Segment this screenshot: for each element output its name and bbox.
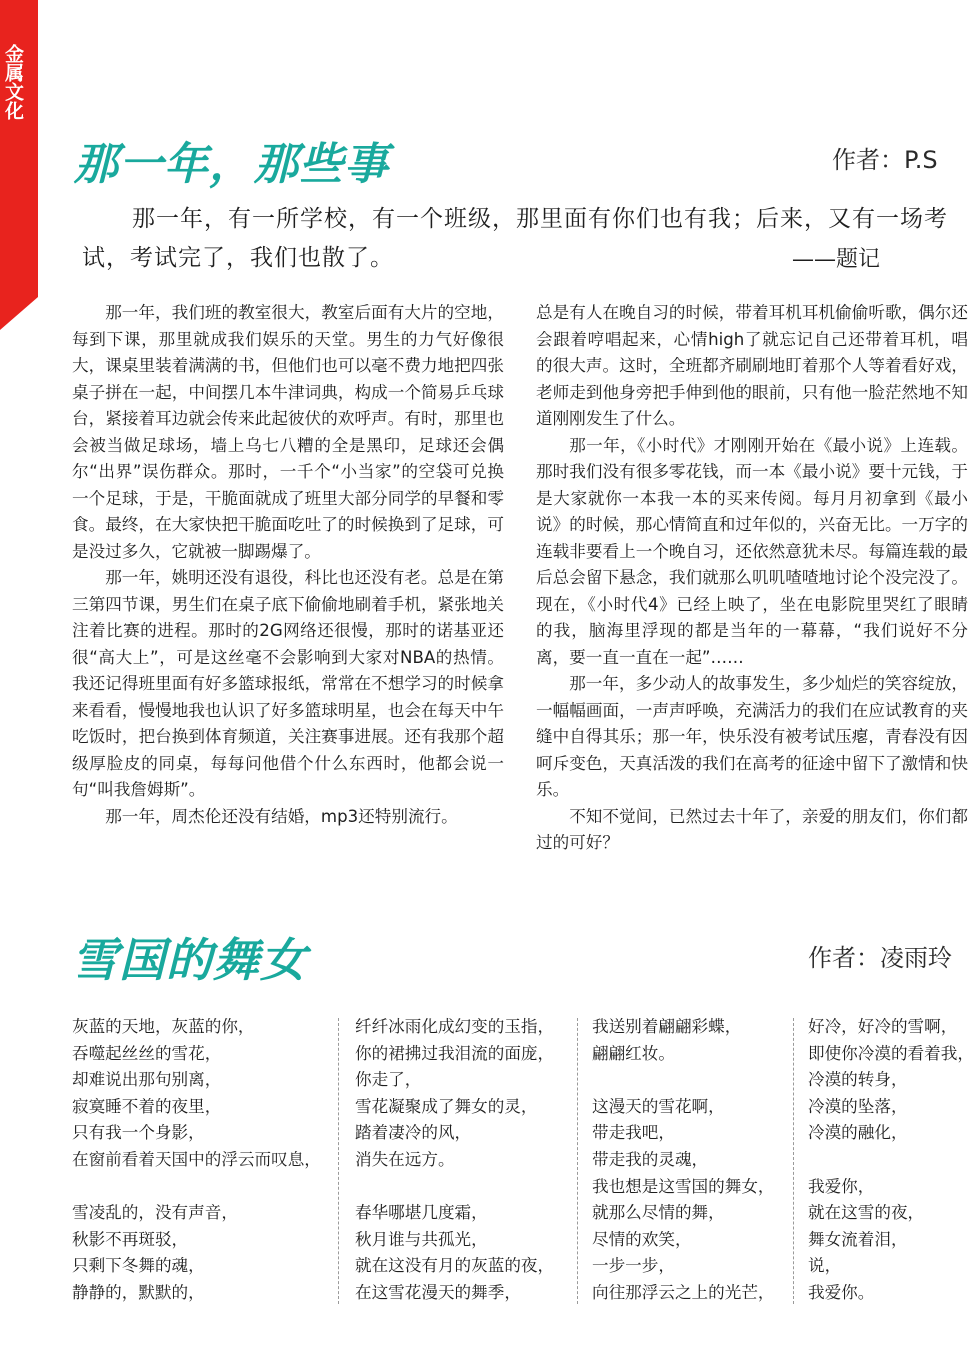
poem-line: 我也想是这雪国的舞女，: [592, 1176, 775, 1196]
poem-line: 静静的，默默的，: [72, 1282, 205, 1302]
poem-line: 雪凌乱的，没有声音，: [72, 1203, 238, 1223]
paragraph: 那一年，《小时代》才刚刚开始在《最小说》上连载。那时我们没有很多零花钱，而一本《最小说》要十元钱，于是大家就你一本我一本的买来传阅。每月月初拿到《最小说》的时候，那心情简直和过年似的，兴奋无比。一万字的连载非要看上一个晚自习，还依然意犹未尽。每篇连载的最后总会留下悬念，我们就那么叽叽喳喳地讨论个没完没了。现在，《小时代4》已经上映了，坐在电影院里哭红了眼睛的我，脑海里浮现的都是当年的一幕幕，“我们说好不分离，要一直一直在一起”……: [536, 435, 968, 667]
poem-stanza: [72, 1014, 321, 1174]
poem-line: 即使你冷漠的看着我，: [808, 1043, 974, 1063]
poem-line: 踏着凄冷的风，: [355, 1123, 472, 1143]
poem-line: 消失在远方。: [355, 1149, 455, 1169]
poem-line: 寂寞睡不着的夜里，: [72, 1096, 222, 1116]
poem-line: 在这雪花漫天的舞季，: [355, 1282, 521, 1302]
poem-line: 带走我吧，: [592, 1123, 675, 1143]
poem-line: 却难说出那句别离，: [72, 1070, 222, 1090]
poem-column: [592, 1014, 775, 1333]
poem-author: 作者：凌雨玲: [808, 944, 952, 972]
poem-stanza: [592, 1014, 775, 1067]
poem-line: 在窗前看着天国中的浮云而叹息，: [72, 1149, 321, 1169]
poem-line: 雪花凝聚成了舞女的灵，: [355, 1096, 538, 1116]
poem-line: 说，: [808, 1256, 842, 1276]
poem-line: 纤纤冰雨化成幻变的玉指，: [355, 1017, 555, 1036]
epigraph: 那一年，有一所学校，有一个班级，那里面有你们也有我；后来，又有一场考试，考试完了，我们也散了。: [82, 206, 948, 271]
column-divider: [577, 1018, 578, 1304]
poem-stanza: [72, 1200, 321, 1306]
poem-line: 冷漠的融化，: [808, 1123, 908, 1143]
epigraph-signature: ——题记: [792, 247, 881, 272]
paragraph: 那一年，多少动人的故事发生，多少灿烂的笑容绽放，一幅幅画面，一声声呼唤，充满活力的我们在应试教育的夹缝中自得其乐；那一年，快乐没有被考试压瘪，青春没有因呵斥变色，天真活泼的我们在高考的征途中留下了激情和快乐。: [536, 674, 968, 799]
poem-stanza: [355, 1014, 554, 1174]
poem-line: 舞女流着泪，: [808, 1229, 908, 1249]
poem-column: [808, 1014, 974, 1333]
poem-line: 好冷，好冷的雪啊，: [808, 1017, 958, 1036]
poem-line: 你的裙拂过我泪流的面庞，: [355, 1043, 555, 1063]
poem-line: 我送别着翩翩彩蝶，: [592, 1017, 742, 1036]
article-column-left: [72, 300, 504, 830]
poem-line: 就在这雪的夜，: [808, 1203, 925, 1223]
poem-stanza: [355, 1200, 554, 1306]
article-title: 那一年，那些事: [74, 139, 389, 190]
poem-line: 你走了，: [355, 1070, 422, 1090]
article-author: 作者：P.S: [832, 146, 938, 174]
paragraph: 不知不觉间，已然过去十年了，亲爱的朋友们，你们都过的可好？: [536, 806, 968, 852]
poem-line: 一步一步，: [592, 1256, 675, 1276]
poem-column: [72, 1014, 321, 1333]
section-tab-label: 金属文化: [2, 44, 24, 120]
column-divider: [338, 1018, 339, 1304]
poem-column: [355, 1014, 554, 1333]
poem-stanza: [592, 1094, 775, 1307]
poem-line: 秋影不再斑驳，: [72, 1229, 189, 1249]
poem-line: 我爱你。: [808, 1282, 875, 1302]
poem-line: 尽情的欢笑，: [592, 1229, 692, 1249]
paragraph: 那一年，周杰伦还没有结婚，mp3还特别流行。: [105, 806, 458, 826]
poem-line: 灰蓝的天地，灰蓝的你，: [72, 1017, 255, 1036]
poem-title: 雪国的舞女: [72, 933, 307, 987]
poem-line: 冷漠的转身，: [808, 1070, 908, 1090]
paragraph: 那一年，姚明还没有退役，科比也还没有老。总是在第三第四节课，男生们在桌子底下偷偷地刷着手机，紧张地关注着比赛的进程。那时的2G网络还很慢，那时的诺基亚还很“高大上”，可是这丝毫不会影响到大家对NBA的热情。我还记得班里面有好多篮球报纸，常常在不想学习的时候拿来看看，慢慢地我也认识了好多篮球明星，也会在每天中午吃饭时，把台换到体育频道，关注赛事进展。还有我那个超级厚脸皮的同桌，每每问他借个什么东西时，他都会说一句“叫我詹姆斯”。: [72, 568, 504, 799]
poem-line: 这漫天的雪花啊，: [592, 1096, 725, 1116]
poem-line: 带走我的灵魂，: [592, 1149, 709, 1169]
poem-line: 春华哪堪几度霜，: [355, 1203, 488, 1223]
poem-line: 秋月谁与共孤光，: [355, 1229, 488, 1249]
poem-line: 就那么尽情的舞，: [592, 1203, 725, 1223]
poem-line: 翩翩红妆。: [592, 1043, 675, 1063]
paragraph-continued: 总是有人在晚自习的时候，带着耳机耳机偷偷听歌，偶尔还会跟着哼唱起来，心情high了就忘记自己还带着耳机，唱的很大声。这时，全班都齐刷刷地盯着那个人等着看好戏，老师走到他身旁把手伸到他的眼前，只有他一脸茫然地不知道刚刚发生了什么。: [536, 303, 968, 428]
poem-stanza: [808, 1014, 974, 1147]
poem-line: 吞噬起丝丝的雪花，: [72, 1043, 222, 1063]
poem-line: 向往那浮云之上的光芒，: [592, 1282, 775, 1302]
paragraph: 那一年，我们班的教室很大，教室后面有大片的空地，每到下课，那里就成我们娱乐的天堂。男生的力气好像很大，课桌里装着满满的书，但他们也可以毫不费力地把四张桌子拼在一起，中间摆几本牛津词典，构成一个简易乒乓球台，紧接着耳边就会传来此起彼伏的欢呼声。有时，那里也会被当做足球场，墙上乌七八糟的全是黑印，足球还会偶尔“出界”误伤群众。那时，一千个“小当家”的空袋可兑换一个足球，于是，干脆面就成了班里大部分同学的早餐和零食。最终，在大家快把干脆面吃吐了的时候换到了足球，可是没过多久，它就被一脚踢爆了。: [72, 303, 504, 561]
poem-line: 冷漠的坠落，: [808, 1096, 908, 1116]
poem-stanza: [808, 1174, 974, 1307]
poem-line: 只有我一个身影，: [72, 1123, 205, 1143]
article-column-right: [536, 300, 968, 857]
poem-line: 我爱你，: [808, 1176, 875, 1196]
poem-line: 就在这没有月的灰蓝的夜，: [355, 1256, 555, 1276]
column-divider: [793, 1018, 794, 1304]
poem-line: 只剩下冬舞的魂，: [72, 1256, 205, 1276]
